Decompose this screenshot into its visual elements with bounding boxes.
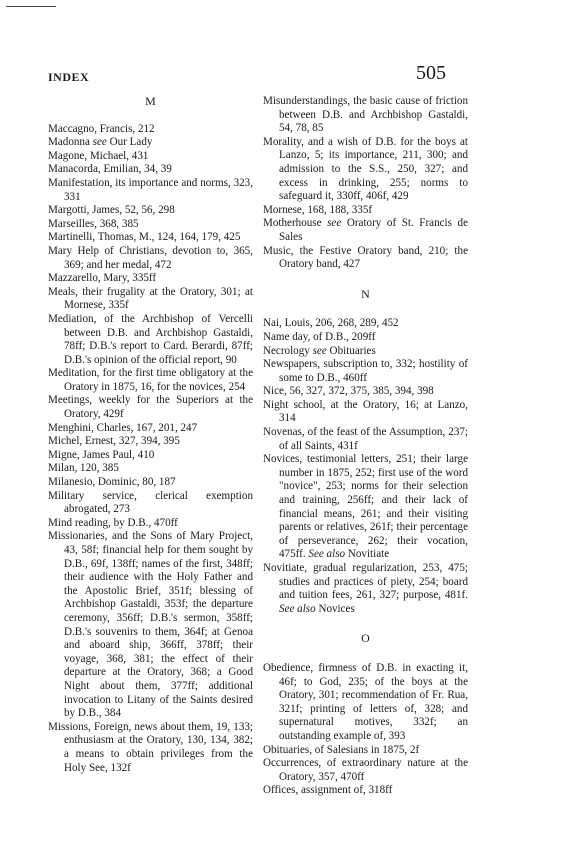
page-number: 505 — [416, 62, 446, 84]
index-entry: Meditation, for the first time obligatory at the Oratory in 1875, 16, for the novices, 254 — [48, 367, 253, 393]
section-letter-m: M — [145, 94, 156, 108]
index-entry: Offices, assignment of, 318ff — [263, 784, 393, 797]
index-entry: Manacorda, Emilian, 34, 39 — [48, 163, 172, 176]
index-entry: Obedience, firmness of D.B. in exacting it, 46f; to God, 235; of the boys at the Oratory, 301; recommendation of Fr. Rua, 321f; printing of letters of, 328; and supernatural motives, 332f; an outstanding example of, 393 — [263, 661, 468, 742]
index-entry: Margotti, James, 52, 56, 298 — [48, 204, 175, 217]
index-entry: Necrology see Obituaries — [263, 344, 376, 357]
entries-list-o — [263, 662, 468, 798]
running-header-title: INDEX — [48, 70, 90, 84]
index-entry: Maccagno, Francis, 212 — [48, 122, 155, 135]
index-entry: Milanesio, Dominic, 80, 187 — [48, 476, 176, 489]
index-entry: Meals, their frugality at the Oratory, 301; at Mornese, 335f — [48, 285, 253, 312]
index-entry: Mind reading, by D.B., 470ff — [48, 516, 178, 529]
index-entry: Mary Help of Christians, devotion to, 365, 369; and her medal, 472 — [48, 244, 253, 271]
index-entry: Name day, of D.B., 209ff — [263, 330, 376, 343]
entries-list-m-continued — [263, 95, 468, 272]
entries-list-m — [48, 123, 253, 776]
index-entry: Misunderstandings, the basic cause of friction between D.B. and Archbishop Gastaldi, 54, 78, 85 — [263, 95, 468, 135]
index-entry: Michel, Ernest, 327, 394, 395 — [48, 435, 180, 448]
index-entry: Nai, Louis, 206, 268, 289, 452 — [263, 317, 399, 330]
index-entry: Motherhouse see Oratory of St. Francis de Sales — [263, 217, 468, 243]
index-entry: Newspapers, subscription to, 332; hostility of some to D.B., 460ff — [263, 358, 468, 384]
index-entry: Marseilles, 368, 385 — [48, 217, 139, 230]
index-entry: Magone, Michael, 431 — [48, 149, 149, 162]
index-entry: Madonna see Our Lady — [48, 136, 153, 149]
index-entry: Nice, 56, 327, 372, 375, 385, 394, 398 — [263, 385, 434, 398]
section-letter-o: O — [361, 631, 370, 646]
index-entry: Missionaries, and the Sons of Mary Project, 43, 58f; financial help for them sought by D.B., 69f, 138ff; names of the first, 348ff; their audience with the Holy Father and the Apostolic Brief, 351f; blessing of Archbishop Gastaldi, 353f; the departure ceremony, 356ff; D.B.'s sermon, 358ff; D.B.'s souvenirs to them, 364f; at Genoa and aboard ship, 366ff, 378ff; their voyage, 368, 381; the effect of their departure at the Oratory, 368; a Good Night about them, 377ff; additional invocation to Litany of the Saints desired by D.B., 384 — [48, 530, 253, 720]
index-entry: Milan, 120, 385 — [48, 462, 119, 475]
index-entry: Menghini, Charles, 167, 201, 247 — [48, 421, 198, 434]
index-entry: Night school, at the Oratory, 16; at Lanzo, 314 — [263, 398, 468, 425]
entries-list-n — [263, 317, 468, 616]
index-entry: Novitiate, gradual regularization, 253, 475; studies and practices of piety, 254; board and tuition fees, 261, 327; purpose, 481f. See also Novices — [263, 562, 468, 615]
section-letter-n: N — [361, 286, 370, 301]
index-entry: Mazzarello, Mary, 335ff — [48, 272, 157, 285]
index-entry: Obituaries, of Salesians in 1875, 2f — [263, 743, 420, 756]
index-entry: Martinelli, Thomas, M., 124, 164, 179, 425 — [48, 231, 241, 244]
index-entry: Mornese, 168, 188, 335f — [263, 203, 373, 216]
index-entry: Novices, testimonial letters, 251; their large number in 1875, 252; first use of the word "novice", 253; norms for their selection and training, 256ff; and their lack of financial means, 261; and their visiting parents or relatives, 261f; their percentage of perseverance, 262; their vocation, 475ff. See also Novitiate — [263, 453, 468, 561]
index-entry: Novenas, of the feast of the Assumption, 237; of all Saints, 431f — [263, 426, 468, 452]
index-entry: Military service, clerical exemption abrogated, 273 — [48, 489, 253, 516]
index-entry: Music, the Festive Oratory band, 210; the Oratory band, 427 — [263, 244, 468, 271]
index-entry: Occurrences, of extraordinary nature at the Oratory, 357, 470ff — [263, 757, 468, 783]
index-entry: Morality, and a wish of D.B. for the boys at Lanzo, 5; its importance, 211, 300; and admission to the S.S., 250, 327; and excess in drinking, 255; norms to safeguard it, 330ff, 406f, 429 — [263, 135, 468, 203]
top-rule — [6, 6, 56, 7]
index-entry: Meetings, weekly for the Superiors at the Oratory, 429f — [48, 394, 253, 421]
index-entry: Mediation, of the Archbishop of Vercelli between D.B. and Archbishop Gastaldi, 78ff; D.B.'s report to Card. Berardi, 87ff; D.B.'s opinion of the official report, 90 — [48, 312, 253, 366]
index-entry: Migne, James Paul, 410 — [48, 448, 155, 461]
right-column — [263, 95, 468, 798]
index-entry: Manifestation, its importance and norms, 323, 331 — [48, 176, 253, 203]
index-entry: Missions, Foreign, news about them, 19, 133; enthusiasm at the Oratory, 130, 134, 382; a means to obtain privileges from the Holy See, 132f — [48, 720, 253, 774]
left-column — [48, 95, 253, 775]
